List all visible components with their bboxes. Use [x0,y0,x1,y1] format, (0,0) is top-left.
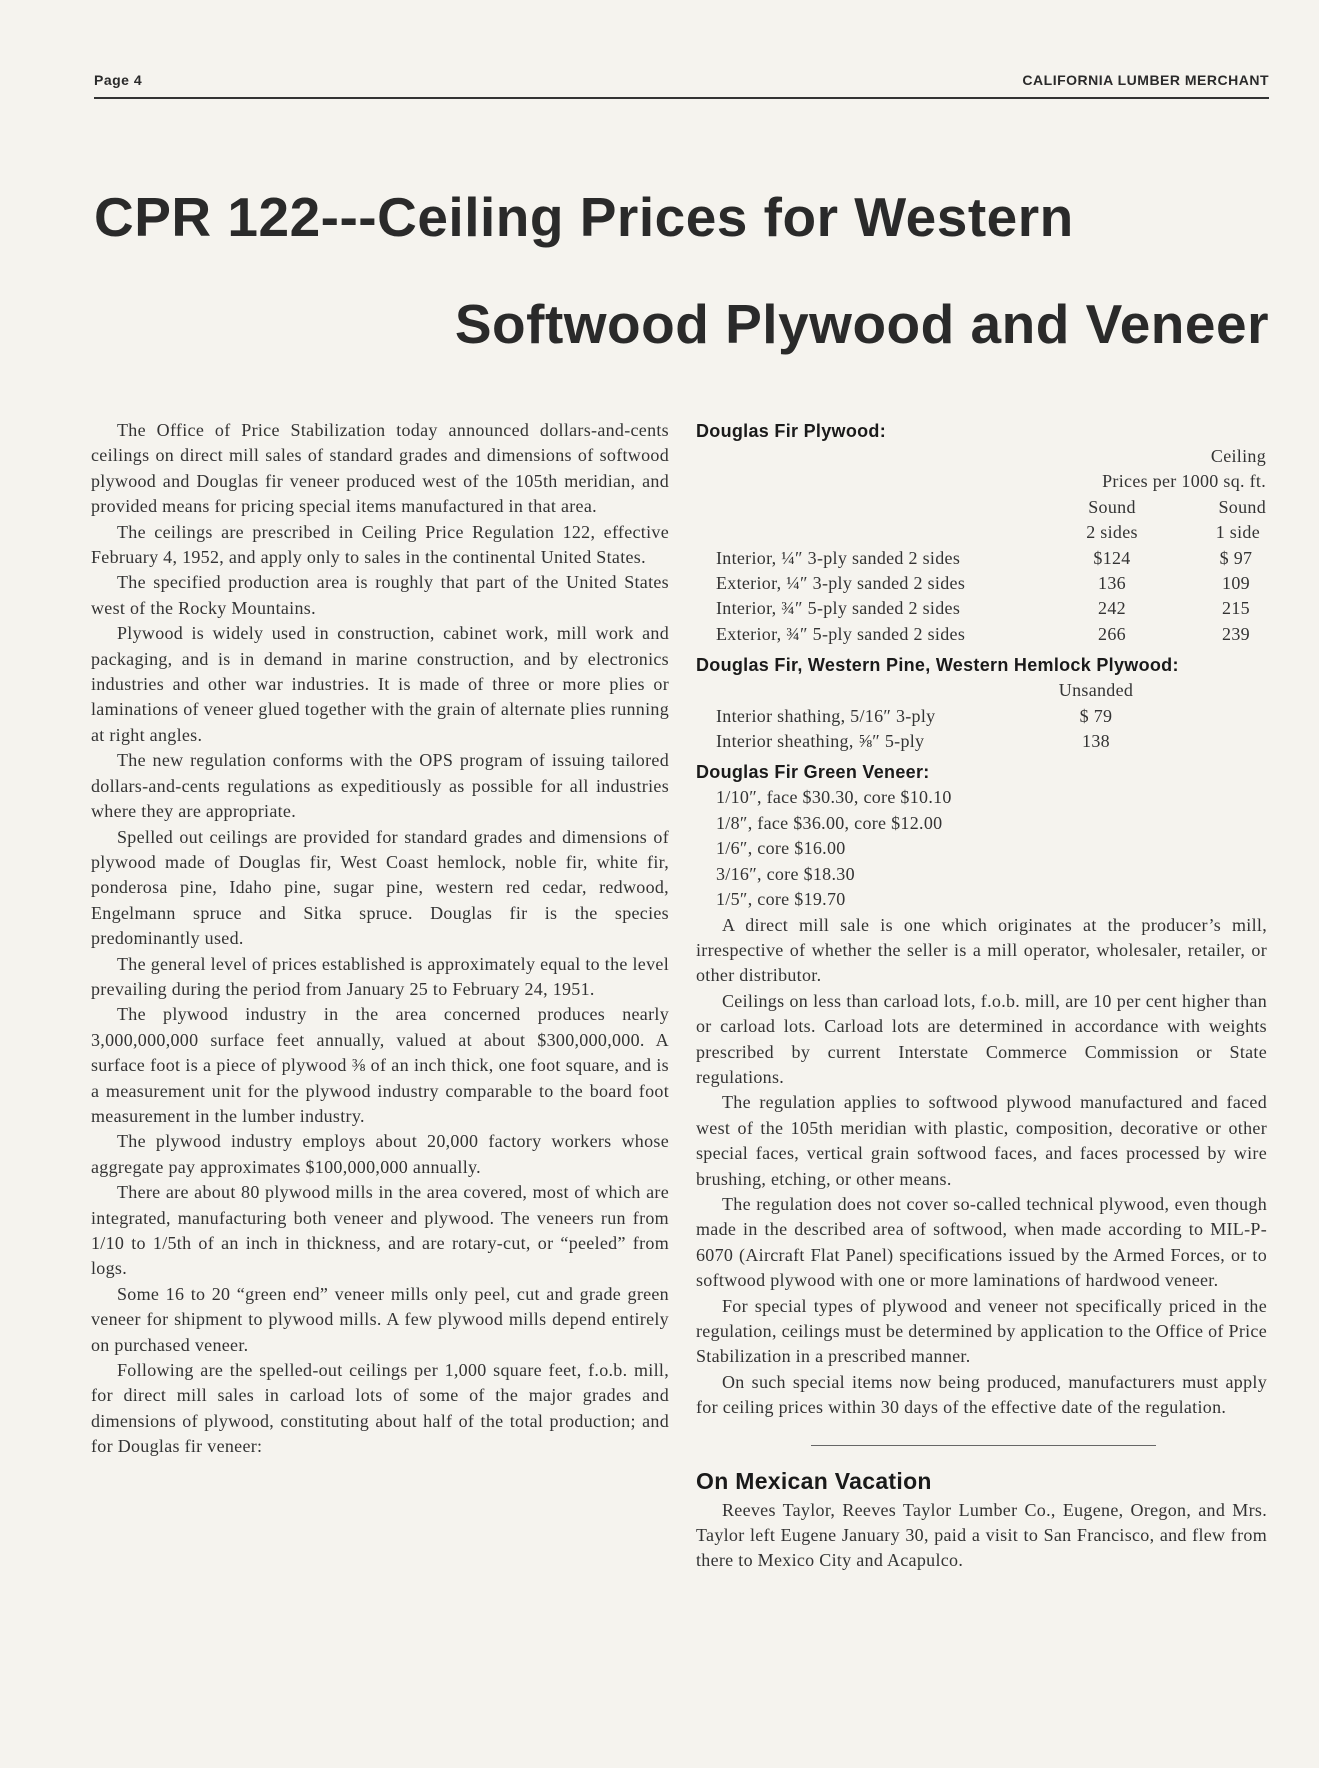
paragraph: The regulation does not cover so-called technical plywood, even though made in the described area of softwood, when made according to MIL-P-6070 (Aircraft Flat Panel) specifications issued by the Armed Forces, or to softwood plywood with one or more laminations of hardwood veneer. [696,1193,1267,1291]
price-cell: 239 [1222,623,1250,644]
left-column [91,418,669,1460]
table-row [716,571,1266,596]
paragraph: For special types of plywood and veneer not specifically priced in the regulation, ceilings must be determined by application to the Office of Price Stabilization in a prescribed manner. [696,1295,1267,1367]
paragraph: Spelled out ceilings are provided for standard grades and dimensions of plywood made of Douglas fir, West Coast hemlock, noble fir, white fir, ponderosa pine, Idaho pine, sugar pine, western red cedar, redwood, Engelmann spruce and Sitka spruce. Douglas fir is the species predominantly used. [91,826,669,949]
paragraph: The plywood industry employs about 20,000 factory workers whose aggregate pay approximates $100,000,000 annually. [91,1131,669,1177]
right-column [696,418,1267,1574]
hemlock-heading: Douglas Fir, Western Pine, Western Hemlock Plywood: [696,655,1179,676]
price-cell: 138 [1082,731,1110,752]
paragraph: There are about 80 plywood mills in the area covered, most of which are integrated, manufacturing both veneer and plywood. The veneers run from 1/10 to 1/5th of an inch in thickness, and are rotary-cut, or “peeled” from logs. [91,1182,669,1279]
price-cell: 242 [1098,598,1126,619]
column-header: Sound [1218,496,1266,517]
prices-per-header: Prices per 1000 sq. ft. [1102,471,1266,492]
row-label: Interior, ¾″ 5-ply sanded 2 sides [716,598,961,619]
paragraph: The Office of Price Stabilization today announced dollars-and-cents ceilings on direct mill sales of standard grades and dimensions of softwood plywood and Douglas fir veneer produced west of the 105th meridian, and provided means for pricing special items manufactured in that area. [91,420,669,517]
df-plywood-price-table [716,444,1266,647]
column-header: 1 side [1215,522,1260,543]
veneer-heading: Douglas Fir Green Veneer: [696,762,930,783]
price-cell: 136 [1098,573,1126,594]
df-plywood-heading: Douglas Fir Plywood: [696,421,887,441]
column-header: Unsanded [1058,680,1134,701]
row-label: Interior, ¼″ 3-ply sanded 2 sides [716,547,961,568]
price-cell: 215 [1222,598,1250,619]
price-cell: $ 97 [1219,547,1253,568]
list-item: 1/10″, face $30.30, core $10.10 [716,787,952,808]
ceiling-header: Ceiling [1210,446,1266,466]
paragraph: Some 16 to 20 “green end” veneer mills only peel, cut and grade green veneer for shipment to plywood mills. A few plywood mills depend entirely on purchased veneer. [91,1283,669,1355]
paragraph: Ceilings on less than carload lots, f.o.b. mill, are 10 per cent higher than or carload lots. Carload lots are determined in accordance with weights prescribed by current Interstate Commerce Commission or State regulations. [696,990,1267,1087]
paragraph: On such special items now being produced, manufacturers must apply for ceiling prices within 30 days of the effective date of the regulation. [696,1371,1267,1418]
page-number: Page 4 [94,72,143,88]
list-item: 3/16″, core $18.30 [716,863,855,884]
paragraph: Reeves Taylor, Reeves Taylor Lumber Co., Eugene, Oregon, and Mrs. Taylor left Eugene January 30, paid a visit to San Francisco, and flew from there to Mexico City and Acapulco. [696,1499,1267,1571]
paragraph: Following are the spelled-out ceilings per 1,000 square feet, f.o.b. mill, for direct mill sales in carload lots of some of the major grades and dimensions of plywood, constituting about half of the total production; and for Douglas fir veneer: [91,1360,669,1457]
publication-name: CALIFORNIA LUMBER MERCHANT [1022,72,1269,88]
table-row [716,596,1266,621]
row-label: Exterior, ¼″ 3-ply sanded 2 sides [716,573,966,594]
paragraph: The ceilings are prescribed in Ceiling Price Regulation 122, effective February 4, 1952, and apply only to sales in the continental United States. [91,521,669,568]
hemlock-price-table [716,678,1146,754]
veneer-price-list [696,785,1267,912]
paragraph: The general level of prices established is approximately equal to the level prevailing during the period from January 25 to February 24, 1951. [91,953,669,999]
title-line-2: Softwood Plywood and Veneer [454,293,1269,355]
price-cell: $ 79 [1079,705,1113,726]
paragraph: A direct mill sale is one which originates at the producer’s mill, irrespective of whether the seller is a mill operator, wholesaler, retailer, or other distributor. [696,914,1267,986]
table-row [716,546,1266,571]
table-row [716,622,1266,647]
title-line-1: CPR 122---Ceiling Prices for Western [94,186,1074,248]
row-label: Interior shathing, 5/16″ 3-ply [716,705,936,726]
paragraph: The plywood industry in the area concerned produces nearly 3,000,000,000 surface feet annually, valued at about $300,000,000. A surface foot is a piece of plywood ⅜ of an inch thick, one foot square, and is a measurement unit for the plywood industry comparable to the board foot measurement in the lumber industry. [91,1004,669,1126]
vacation-heading: On Mexican Vacation [696,1467,932,1494]
price-cell: 109 [1222,573,1250,594]
list-item: 1/6″, core $16.00 [716,838,846,859]
section-divider [811,1445,1156,1446]
column-header: Sound [1088,496,1136,517]
paragraph: The new regulation conforms with the OPS program of issuing tailored dollars-and-cents regulations as expeditiously as possible for all industries where they are appropriate. [91,750,669,822]
table-row [716,704,1146,729]
price-cell: $124 [1093,547,1131,568]
row-label: Interior sheathing, ⅝″ 5-ply [716,731,925,752]
header-rule [94,97,1269,99]
table-row [716,729,1146,754]
paragraph: The regulation applies to softwood plywood manufactured and faced west of the 105th meridian with plastic, composition, decorative or other special faces, vertical grain softwood faces, and faces processed by wire brushing, etching, or other means. [696,1092,1267,1189]
paragraph: Plywood is widely used in construction, cabinet work, mill work and packaging, and is in demand in marine construction, and by electronics industries and other war industries. It is made of three or more plies or laminations of veneer glued together with the grain of alternate plies running at right angles. [91,623,669,745]
list-item: 1/5″, core $19.70 [716,889,846,910]
paragraph: The specified production area is roughly that part of the United States west of the Rocky Mountains. [91,572,669,618]
row-label: Exterior, ¾″ 5-ply sanded 2 sides [716,623,966,644]
price-cell: 266 [1098,623,1126,644]
list-item: 1/8″, face $36.00, core $12.00 [716,812,943,833]
column-header: 2 sides [1086,522,1138,543]
